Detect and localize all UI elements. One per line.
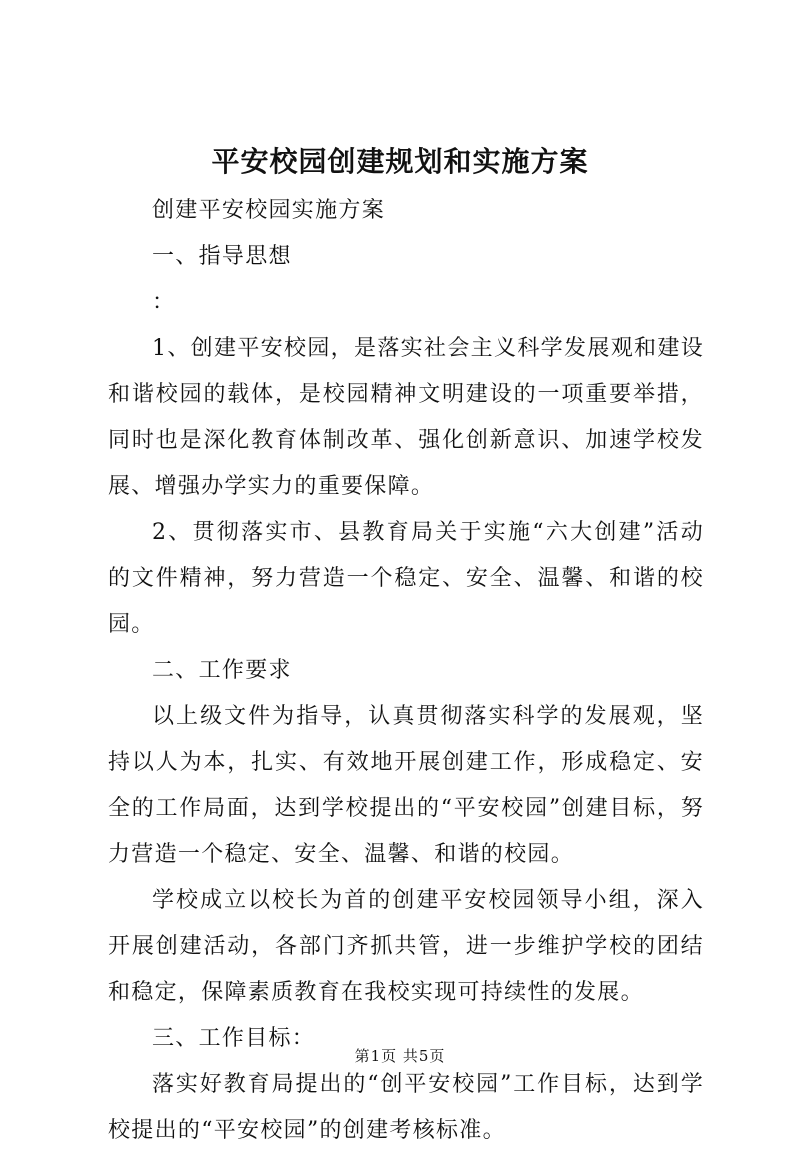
body-paragraph: 1、创建平安校园，是落实社会主义科学发展观和建设和谐校园的载体，是校园精神文明建设的一项重要举措，同时也是深化教育体制改革、强化创新意识、加速学校发展、增强办学实力的重要保障。 xyxy=(108,336,704,499)
section-heading-work-goals: 三、工作目标： xyxy=(152,1026,316,1051)
body-paragraph: 以上级文件为指导，认真贯彻落实科学的发展观，坚持以人为本，扎实、有效地开展创建工作，形成稳定、安全的工作局面，达到学校提出的“平安校园”创建目标，努力营造一个稳定、安全、温馨、和谐的校园。 xyxy=(108,704,704,867)
page-footer: 第1页 共5页 xyxy=(354,1047,446,1065)
section-heading-guiding-ideology: 一、指导思想 xyxy=(152,244,292,269)
body-paragraph: 落实好教育局提出的“创平安校园”工作目标，达到学校提出的“平安校园”的创建考核标准。 xyxy=(108,1072,704,1143)
document-title: 平安校园创建规划和实施方案 xyxy=(211,145,589,178)
body-paragraph: 学校成立以校长为首的创建平安校园领导小组，深入开展创建活动，各部门齐抓共管，进一步维护学校的团结和稳定，保障素质教育在我校实现可持续性的发展。 xyxy=(108,888,704,1005)
colon-paragraph: ： xyxy=(152,290,176,315)
subtitle-paragraph: 创建平安校园实施方案 xyxy=(152,198,386,223)
section-heading-work-requirements: 二、工作要求 xyxy=(152,658,292,683)
document-body xyxy=(108,188,704,1154)
body-paragraph: 2、贯彻落实市、县教育局关于实施“六大创建”活动的文件精神，努力营造一个稳定、安全、温馨、和谐的校园。 xyxy=(108,520,704,637)
